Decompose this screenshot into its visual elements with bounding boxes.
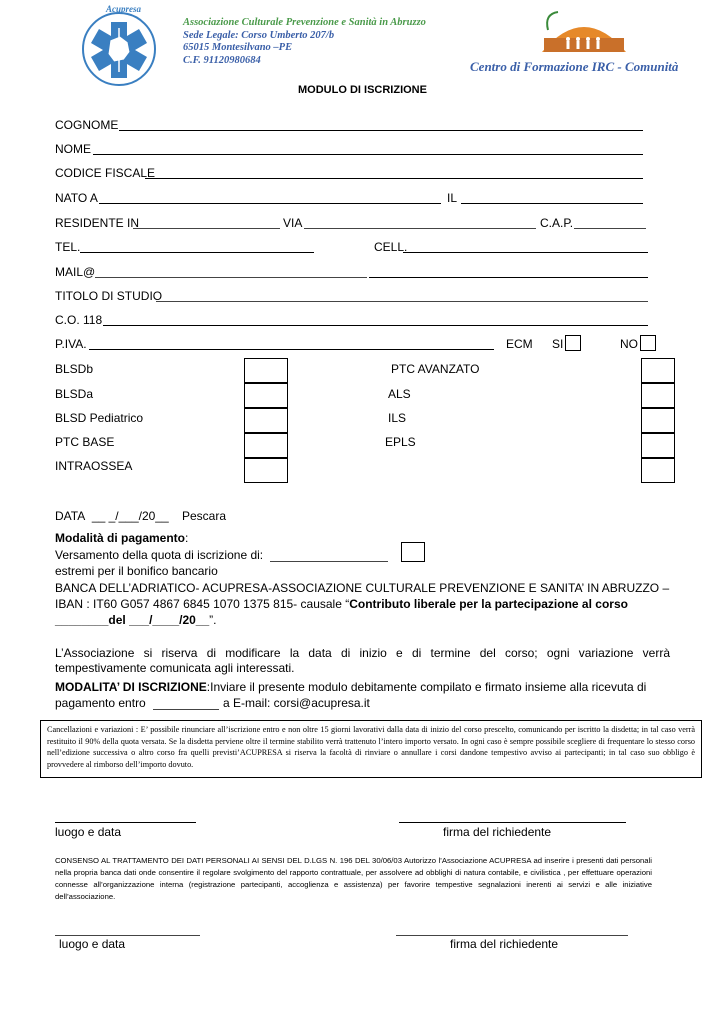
course-ils-checkbox[interactable] bbox=[641, 408, 675, 433]
label-residente-in: RESIDENTE IN bbox=[55, 216, 140, 230]
label-ecm: ECM bbox=[506, 337, 533, 351]
via-input-line[interactable] bbox=[304, 228, 536, 229]
label-si: SI bbox=[552, 337, 564, 351]
iscrizione-email: a E-mail: corsi@acupresa.it bbox=[223, 696, 370, 710]
place-date-label-2: luogo e data bbox=[59, 937, 126, 951]
association-header bbox=[183, 17, 426, 67]
applicant-signature-line[interactable] bbox=[399, 822, 626, 823]
payment-heading-text: Modalità di pagamento bbox=[55, 531, 186, 545]
course-als-label: ALS bbox=[388, 387, 411, 401]
ecm-si-checkbox[interactable] bbox=[565, 335, 581, 351]
label-nato-a: NATO A bbox=[55, 191, 98, 205]
iscrizione-line bbox=[55, 680, 675, 695]
course-ils-label: ILS bbox=[388, 411, 407, 425]
date-line bbox=[55, 509, 226, 523]
course-ptc-base-label: PTC BASE bbox=[55, 435, 115, 449]
course-blsda-checkbox[interactable] bbox=[244, 383, 288, 408]
reserve-notice: L’Associazione si riserva di modificare la data di inizio e di termine del corso; ogni variazione verrà tempestivamente comunicata agli interessati. bbox=[55, 646, 670, 675]
titolo-di-studio-input-line[interactable] bbox=[156, 301, 648, 302]
date-value[interactable]: __ _/___/20__ bbox=[91, 509, 169, 523]
payment-quota-box[interactable] bbox=[401, 542, 425, 562]
association-city: 65015 Montesilvano –PE bbox=[183, 42, 293, 53]
date-label: DATA bbox=[55, 509, 86, 523]
payment-quota-line: Versamento della quota di iscrizione di: bbox=[55, 548, 264, 562]
iscrizione-text: :Inviare il presente modulo debitamente compilato e firmato insieme alla ricevuta di bbox=[206, 680, 647, 694]
label-nome: NOME bbox=[55, 142, 91, 156]
course-intraossea-checkbox[interactable] bbox=[244, 458, 288, 483]
course-blsda-label: BLSDa bbox=[55, 387, 94, 401]
association-address: Sede Legale: Corso Umberto 207/b bbox=[183, 29, 335, 41]
label-codice-fiscale: CODICE FISCALE bbox=[55, 166, 156, 180]
payment-causale-end: ”. bbox=[209, 613, 217, 627]
payment-bank-details-intro: estremi per il bonifico bancario bbox=[55, 564, 218, 578]
mail-input-line-right[interactable] bbox=[369, 277, 648, 278]
place-date-signature-line-2[interactable] bbox=[55, 935, 200, 936]
iscrizione-line2 bbox=[55, 696, 146, 711]
irc-comunita-logo bbox=[538, 8, 630, 54]
payment-causale-line2 bbox=[55, 613, 217, 628]
course-intraossea-label: INTRAOSSEA bbox=[55, 459, 133, 473]
codice-fiscale-input-line[interactable] bbox=[145, 178, 643, 179]
payment-quota-input-line[interactable] bbox=[270, 561, 388, 562]
applicant-signature-line-2[interactable] bbox=[396, 935, 628, 936]
iscrizione-heading: MODALITA’ DI ISCRIZIONE bbox=[55, 680, 207, 694]
payment-bank-name: BANCA DELL’ADRIATICO- ACUPRESA-ASSOCIAZIONE CULTURALE PREVENZIONE E SANITA’ IN ABRUZZO – bbox=[55, 581, 670, 595]
label-tel: TEL. bbox=[55, 240, 81, 254]
label-no: NO bbox=[620, 337, 638, 351]
irc-center-title: Centro di Formazione IRC - Comunità bbox=[470, 59, 679, 74]
label-titolo-di-studio: TITOLO DI STUDIO bbox=[55, 289, 163, 303]
residente-in-input-line[interactable] bbox=[133, 228, 280, 229]
place-date-label: luogo e data bbox=[55, 825, 122, 839]
label-cell: CELL. bbox=[374, 240, 408, 254]
nome-input-line[interactable] bbox=[93, 154, 643, 155]
payment-heading-colon: : bbox=[185, 531, 189, 545]
privacy-consent-text: CONSENSO AL TRATTAMENTO DEI DATI PERSONALI AI SENSI DEL D.LGS N. 196 DEL 30/06/03 Autorizzo l’Associazione ACUPRESA ad inserire i presenti dati personali nella propria banca dati onde consentire il regolare svolgimento del rapporto contrattuale, per assolvere ad obblighi di natura contabile, e civilistica , per effettuare operazioni connesse all’organizzazione interna (registrazione partecipanti, accoglienza e assistenza) per favorire tempestive segnalazioni inerenti ai servizi e alle iniziative dell’associazione. bbox=[55, 856, 652, 901]
co-118-input-line[interactable] bbox=[103, 325, 648, 326]
label-cap: C.A.P. bbox=[540, 216, 574, 230]
course-epls-label: EPLS bbox=[385, 435, 416, 449]
cognome-input-line[interactable] bbox=[119, 130, 643, 131]
nato-a-input-line[interactable] bbox=[99, 203, 441, 204]
course-blsd-pediatrico-label: BLSD Pediatrico bbox=[55, 411, 144, 425]
place-date-signature-line[interactable] bbox=[55, 822, 196, 823]
date-place: Pescara bbox=[182, 509, 227, 523]
course-ptc-avanzato-label: PTC AVANZATO bbox=[391, 362, 480, 376]
cap-input-line[interactable] bbox=[574, 228, 646, 229]
iscrizione-deadline-label: pagamento entro bbox=[55, 696, 146, 710]
payment-causale-date[interactable]: ________del ___/____/20__ bbox=[55, 613, 210, 627]
acupresa-logo bbox=[78, 6, 160, 88]
label-mail: MAIL@ bbox=[55, 265, 96, 279]
association-tax-code: C.F. 91120980684 bbox=[183, 54, 261, 66]
applicant-signature-label: firma del richiedente bbox=[443, 825, 552, 839]
course-epls-checkbox[interactable] bbox=[641, 433, 675, 458]
payment-iban-line bbox=[55, 597, 670, 612]
ecm-no-checkbox[interactable] bbox=[640, 335, 656, 351]
irc-logo-text: IRC Comunità bbox=[564, 18, 617, 27]
iscrizione-deadline-input-line[interactable] bbox=[153, 709, 219, 710]
course-ptc-base-checkbox[interactable] bbox=[244, 433, 288, 458]
cancellation-notice-text: Cancellazioni e variazioni : E’ possibile rinunciare all’iscrizione entro e non oltre 15 giorni lavorativi dalla data di inizio del corso prescelto, comunicando per iscritto la disdetta; in tal caso verrà restituito il 90% della quota versata. Se la disdetta perviene oltre il termine stabilito verrà trattenuto l’intero importo versato. In ogni caso è sempre possibile scegliere di frequentare lo stesso corso nell’edizione successiva o altro corso fra quelli previsti’ACUPRESA si riserva la facoltà di rinviare o annullare i corsi dandone tempestivo avviso ai partecipanti; in tal caso suo obbligo è provvedere al rimborso dell’importo dovuto. bbox=[47, 725, 695, 769]
mail-input-line-left[interactable] bbox=[95, 277, 367, 278]
tel-input-line[interactable] bbox=[80, 252, 314, 253]
label-co-118: C.O. 118 bbox=[55, 313, 103, 327]
course-extra-checkbox[interactable] bbox=[641, 458, 675, 483]
applicant-signature-label-2: firma del richiedente bbox=[450, 937, 559, 951]
il-input-line[interactable] bbox=[461, 203, 643, 204]
label-via: VIA bbox=[283, 216, 303, 230]
label-piva: P.IVA. bbox=[55, 337, 87, 351]
payment-iban: IBAN : IT60 G057 4867 6845 1070 1375 815- causale “ bbox=[55, 597, 350, 611]
course-als-checkbox[interactable] bbox=[641, 383, 675, 408]
cell-input-line[interactable] bbox=[403, 252, 648, 253]
payment-heading bbox=[55, 531, 188, 546]
course-blsd-pediatrico-checkbox[interactable] bbox=[244, 408, 288, 433]
association-name: Associazione Culturale Prevenzione e Sanità in Abruzzo bbox=[183, 17, 426, 28]
form-title: MODULO DI ISCRIZIONE bbox=[298, 84, 427, 96]
course-ptc-avanzato-checkbox[interactable] bbox=[641, 358, 675, 383]
piva-input-line[interactable] bbox=[89, 349, 494, 350]
cancellation-notice-box bbox=[40, 720, 702, 778]
payment-causale: Contributo liberale per la partecipazione al corso bbox=[349, 597, 628, 611]
acupresa-logo-text: Acupresa bbox=[106, 4, 142, 14]
label-cognome: COGNOME bbox=[55, 118, 119, 132]
label-il: IL bbox=[447, 191, 458, 205]
course-blsdb-label: BLSDb bbox=[55, 362, 94, 376]
course-blsdb-checkbox[interactable] bbox=[244, 358, 288, 383]
